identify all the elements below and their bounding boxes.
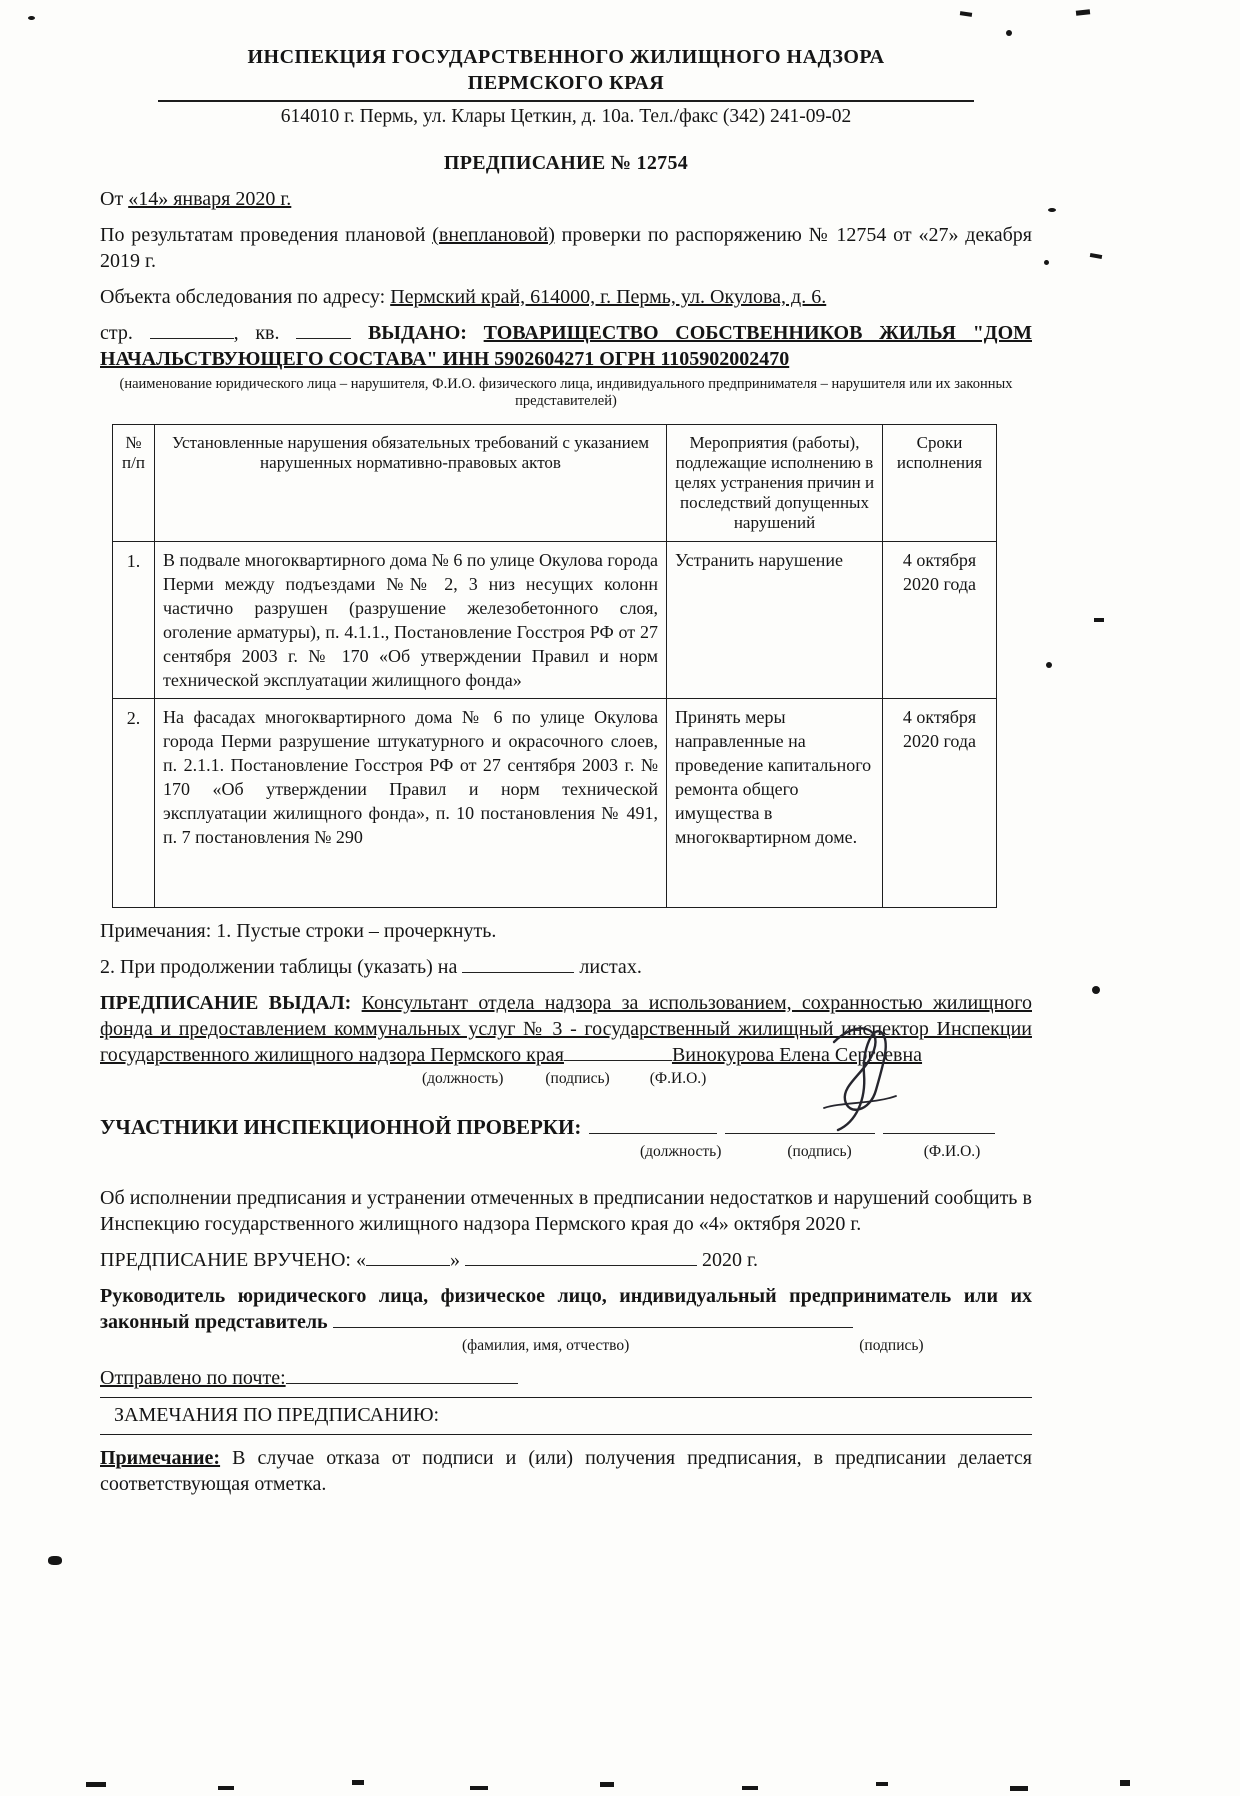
caption-fullname: (Ф.И.О.) xyxy=(649,1070,707,1087)
participants-label: УЧАСТНИКИ ИНСПЕКЦИОННОЙ ПРОВЕРКИ: xyxy=(100,1115,582,1139)
scan-artifact xyxy=(600,1782,614,1787)
row1-measure: Устранить нарушение xyxy=(667,542,883,699)
inspector-name: Винокурова Елена Сергеевна xyxy=(671,1044,923,1066)
scan-artifact xyxy=(48,1556,62,1565)
remarks-top-rule xyxy=(100,1397,1032,1398)
handed-day-blank xyxy=(366,1249,450,1266)
row2-measure: Принять меры направленные на проведение капитального ремонта общего имущества в многоквартирном доме. xyxy=(667,699,883,908)
issued-by-captions xyxy=(100,1070,1032,1088)
note2-prefix: 2. При продолжении таблицы (указать) на xyxy=(100,956,463,978)
participant-name-blank xyxy=(883,1117,995,1134)
participant-position-blank xyxy=(589,1117,717,1134)
mailed-line xyxy=(100,1365,1032,1391)
org-name-line2: ПЕРМСКОГО КРАЯ xyxy=(467,72,665,94)
table-note-1: Примечания: 1. Пустые строки – прочеркнуть. xyxy=(100,920,497,942)
building-blank xyxy=(150,322,234,339)
issued-to-line xyxy=(100,320,1032,372)
str-label: стр. xyxy=(100,322,133,344)
org-address: 614010 г. Пермь, ул. Клары Цеткин, д. 10а. Тел./факс (342) 241-09-02 xyxy=(280,106,852,127)
result-part2: проверки по распоряжению № 12754 от «27» декабря 2019 г. xyxy=(100,224,1032,272)
participants-block xyxy=(100,1114,1032,1141)
col-header-number: № п/п xyxy=(113,425,155,542)
final-note xyxy=(100,1445,1032,1497)
row2-deadline: 4 октября 2020 года xyxy=(883,699,997,908)
scan-artifact xyxy=(960,11,972,17)
head-label: Руководитель юридического лица, физическое лицо, индивидуальный предприниматель или их законный представитель xyxy=(100,1285,1032,1333)
object-prefix: Объекта обследования по адресу: xyxy=(100,286,391,308)
date-value: «14» января 2020 г. xyxy=(128,188,292,210)
result-part1: По результатам проведения плановой xyxy=(100,224,433,246)
vydano-label: ВЫДАНО: xyxy=(351,322,484,344)
sheets-count-blank xyxy=(462,956,574,973)
caption-position: (должность) xyxy=(422,1070,504,1087)
scan-artifact xyxy=(352,1780,364,1785)
final-note-text: В случае отказа от подписи и (или) получения предписания, в предписании делается соответствующая отметка. xyxy=(100,1447,1032,1495)
issued-by-block xyxy=(100,990,1032,1068)
scan-artifact xyxy=(1044,260,1049,265)
scan-artifact xyxy=(1046,662,1052,668)
issued-to-note: (наименование юридического лица – нарушителя, Ф.И.О. физического лица, индивидуального предпринимателя – нарушителя или их законных представителей) xyxy=(119,376,1013,409)
mailed-blank xyxy=(286,1367,518,1384)
scan-artifact xyxy=(218,1786,234,1790)
mailed-label: Отправлено по почте: xyxy=(100,1367,286,1389)
table-row xyxy=(113,542,997,699)
row2-number: 2. xyxy=(113,699,155,908)
date-line xyxy=(100,186,1032,212)
scan-artifact xyxy=(1076,9,1090,15)
table-row xyxy=(113,699,997,908)
object-address: Пермский край, 614000, г. Пермь, ул. Окулова, д. 6. xyxy=(390,286,827,308)
row1-deadline: 4 октября 2020 года xyxy=(883,542,997,699)
table-note-2 xyxy=(100,954,1032,980)
date-prefix: От xyxy=(100,188,129,210)
scan-artifact xyxy=(876,1782,888,1786)
remarks-bottom-rule xyxy=(100,1434,1032,1435)
scan-artifact xyxy=(28,16,35,20)
vydano-organization: ТОВАРИЩЕСТВО СОБСТВЕННИКОВ ЖИЛЬЯ "ДОМ НАЧАЛЬСТВУЮЩЕГО СОСТАВА" ИНН 5902604271 ОГРН 1105902002470 xyxy=(100,322,1032,370)
handed-label: ПРЕДПИСАНИЕ ВРУЧЕНО: xyxy=(100,1249,356,1271)
object-address-line xyxy=(100,284,1032,310)
col-header-measures: Мероприятия (работы), подлежащие исполнению в целях устранения причин и последствий допущенных нарушений xyxy=(667,425,883,542)
scan-artifact xyxy=(1010,1786,1028,1791)
scan-artifact xyxy=(742,1786,758,1790)
row2-violation: На фасадах многоквартирного дома № 6 по улице Окулова города Перми разрушение штукатурного и окрасочного слоев, п. 2.1.1. Постановление Госстроя РФ от 27 сентября 2003 г. № 170 «Об утверждении Правил и норм технической эксплуатации жилищного фонда», п. 10 постановления № 491, п. 7 постановления № 290 xyxy=(155,699,667,908)
letterhead-rule xyxy=(158,100,974,102)
kv-label: , кв. xyxy=(233,322,280,344)
participant-signature-blank xyxy=(725,1117,875,1134)
scan-artifact xyxy=(1090,253,1103,259)
scan-artifact xyxy=(1120,1780,1130,1786)
caption-signature: (подпись) xyxy=(545,1070,610,1087)
apartment-blank xyxy=(296,322,351,339)
col-header-violations: Установленные нарушения обязательных требований с указанием нарушенных нормативно-правовых актов xyxy=(155,425,667,542)
head-representative-line xyxy=(100,1283,1032,1335)
caption-fullname: (фамилия, имя, отчество) xyxy=(462,1337,630,1354)
open-quote: « xyxy=(356,1249,366,1271)
scan-artifact xyxy=(86,1782,106,1787)
note2-suffix: листах. xyxy=(574,956,642,978)
handed-month-blank xyxy=(465,1249,697,1266)
caption-signature: (подпись) xyxy=(859,1337,924,1354)
col-header-deadline: Сроки исполнения xyxy=(883,425,997,542)
org-name-line1: ИНСПЕКЦИЯ ГОСУДАРСТВЕННОГО ЖИЛИЩНОГО НАДЗОРА xyxy=(247,46,885,68)
representative-name-blank xyxy=(333,1311,853,1328)
handed-year: 2020 г. xyxy=(697,1249,758,1271)
violations-table xyxy=(112,424,997,908)
scan-artifact xyxy=(1094,618,1104,622)
remarks-label: ЗАМЕЧАНИЯ ПО ПРЕДПИСАНИЮ: xyxy=(114,1404,440,1426)
report-obligation-text: Об исполнении предписания и устранении отмеченных в предписании недостатков и нарушений сообщить в Инспекцию государственного жилищного надзора Пермского края до «4» октября 2020 г. xyxy=(100,1187,1032,1235)
final-note-label: Примечание: xyxy=(100,1447,221,1469)
caption-position: (должность) xyxy=(640,1143,722,1160)
table-header-row xyxy=(113,425,997,542)
issued-by-label: ПРЕДПИСАНИЕ ВЫДАЛ: xyxy=(100,992,362,1014)
inspection-result-line xyxy=(100,222,1032,274)
caption-signature: (подпись) xyxy=(787,1143,852,1160)
scan-artifact xyxy=(470,1786,488,1790)
signature-line-gap xyxy=(564,1044,672,1061)
close-quote: » xyxy=(450,1249,460,1271)
result-unscheduled: (внеплановой) xyxy=(432,224,555,246)
issued-by-position-text: Консультант отдела надзора за использованием, сохранностью жилищного фонда и предоставлением коммунальных услуг № 3 - государственный жилищный инспектор Инспекции государственного жилищного надзора Пермского края xyxy=(100,992,1032,1066)
row1-number: 1. xyxy=(113,542,155,699)
scan-artifact xyxy=(1006,30,1012,36)
caption-fullname: (Ф.И.О.) xyxy=(923,1143,981,1160)
handed-line xyxy=(100,1247,1032,1273)
row1-violation: В подвале многоквартирного дома № 6 по улице Окулова города Перми между подъездами №№ 2, 3 низ несущих колонн частично разрушен (разрушение железобетонного слоя, оголение арматуры), п. 4.1.1., Постановление Госстроя РФ от 27 сентября 2003 г. № 170 «Об утверждении Правил и норм технической эксплуатации жилищного фонда» xyxy=(155,542,667,699)
document-title: ПРЕДПИСАНИЕ № 12754 xyxy=(443,152,689,174)
head-captions xyxy=(100,1337,1032,1355)
scan-artifact xyxy=(1092,986,1100,994)
document-content xyxy=(100,44,1032,1497)
participants-captions xyxy=(100,1143,1032,1161)
scan-artifact xyxy=(1048,208,1056,212)
